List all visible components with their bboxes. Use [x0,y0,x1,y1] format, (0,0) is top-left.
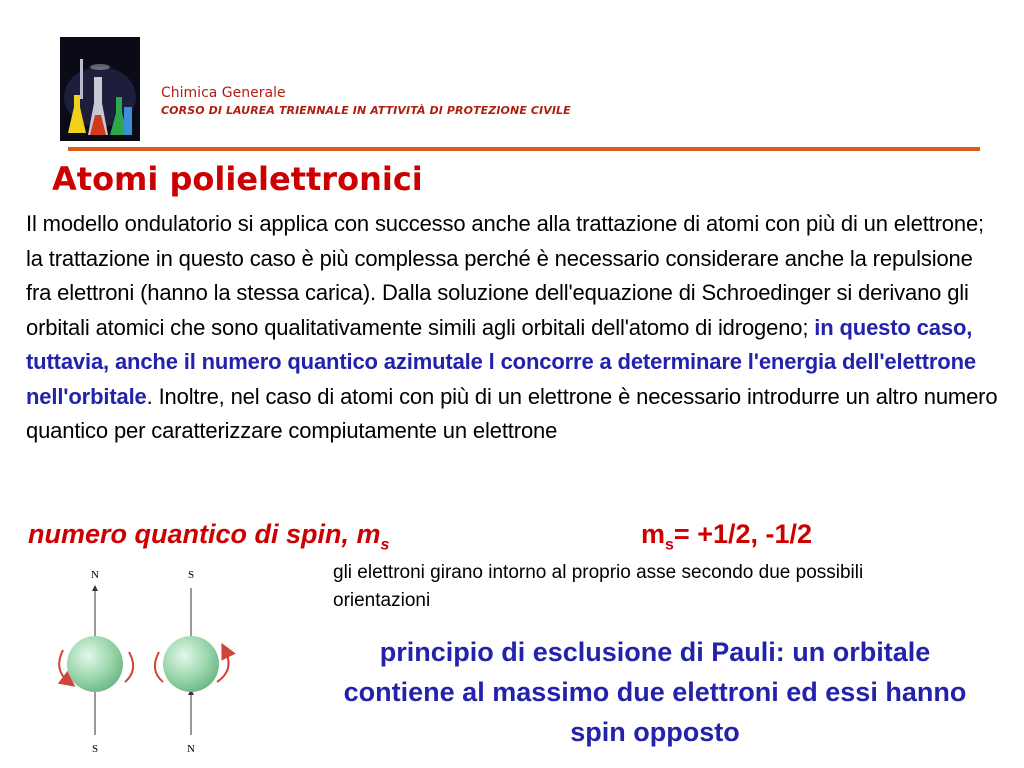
spin-label-text: numero quantico di spin, m [28,519,381,549]
right-rotation-arc [155,652,163,682]
spin-values-symbol: m [641,519,666,549]
left-rotation-arc [125,652,133,682]
spin-quantum-number-label [28,519,389,554]
slide-paragraph [26,207,1001,449]
paragraph-text-part1: Il modello ondulatorio si applica con successo anche alla trattazione di atomi con più di un elettrone; la trattazione in questo caso è più complessa perché è necessario considerare anche la repulsione fra elettroni (hanno la stessa carica). Dalla soluzione dell'equazione di Schroedinger si derivano gli orbitali atomici che sono qualitativamente simili agli orbitali dell'atomo di idrogeno; [26,211,985,340]
slide-heading: Atomi polielettronici [52,160,423,198]
chemistry-logo-image [60,37,140,141]
right-electron-sphere [163,636,219,692]
course-subtitle: CORSO DI LAUREA TRIENNALE IN ATTIVITÀ DI PROTEZIONE CIVILE [161,104,571,117]
left-top-pole-label: N [91,569,99,581]
course-title: Chimica Generale [161,85,286,101]
spin-values-subscript: s [665,536,674,554]
pauli-principle-text: principio di esclusione di Pauli: un orbitale contiene al massimo due elettroni ed essi hanno spin opposto [343,637,967,747]
left-bottom-pole-label: S [91,743,99,755]
left-electron-sphere [67,636,123,692]
paragraph-emphasis: in questo caso, tuttavia, anche il numero quantico azimutale l concorre a determinare l'energia dell'elettrone nell'orbitale [26,314,976,409]
spin-values-text: = +1/2, -1/2 [673,519,813,549]
right-top-pole-label: S [187,569,195,581]
right-bottom-pole-label: N [187,743,195,755]
header-divider [68,147,980,151]
spin-label-subscript: s [380,536,390,554]
electron-spin-diagram [45,560,250,760]
paragraph-text-part2: . Inoltre, nel caso di atomi con più di un elettrone è necessario introdurre un altro numero quantico per caratterizzare compiutamente un elettrone [26,383,998,443]
spin-values [641,519,812,554]
orientation-text: gli elettroni girano intorno al proprio asse secondo due possibili orientazioni [333,562,864,611]
